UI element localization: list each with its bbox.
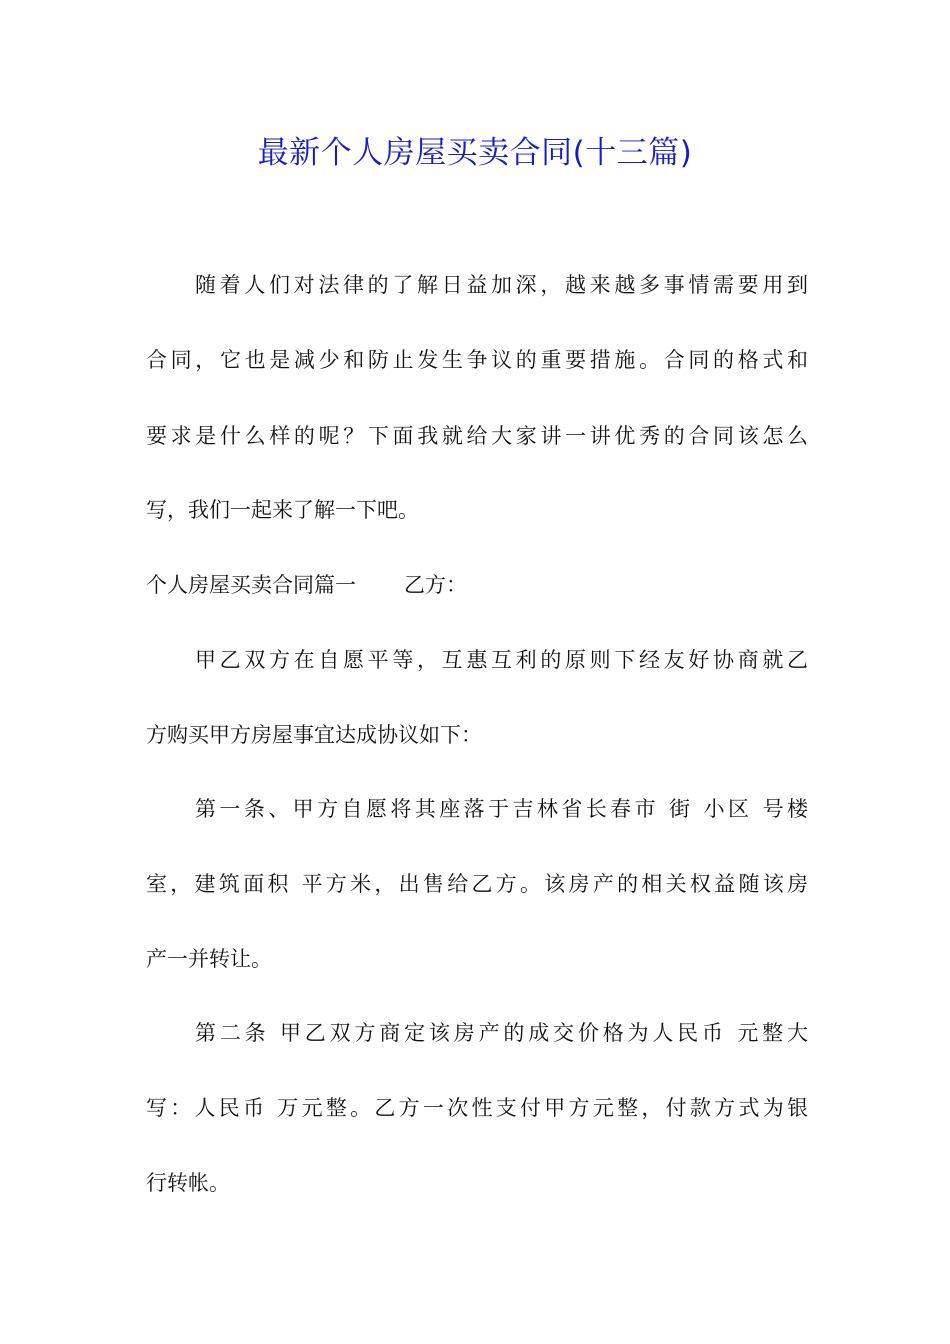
article2-line-1: 第二条 甲乙双方商定该房产的成交价格为人民币 元整大 bbox=[195, 1021, 808, 1045]
para1-line-1: 甲乙双方在自愿平等，互惠互利的原则下经友好协商就乙 bbox=[195, 648, 808, 672]
para1-line-2: 方购买甲方房屋事宜达成协议如下： bbox=[146, 723, 482, 747]
section-heading: 个人房屋买卖合同篇一 bbox=[146, 573, 356, 597]
article1-line-3: 产一并转让。 bbox=[146, 947, 272, 971]
article2-line-3: 行转帐。 bbox=[146, 1171, 230, 1195]
intro-line-3: 要求是什么样的呢？下面我就给大家讲一讲优秀的合同该怎么 bbox=[146, 424, 808, 448]
document-title: 最新个人房屋买卖合同(十三篇) bbox=[257, 135, 693, 171]
intro-line-2: 合同，它也是减少和防止发生争议的重要措施。合同的格式和 bbox=[146, 348, 808, 372]
article1-line-2: 室，建筑面积 平方米，出售给乙方。该房产的相关权益随该房 bbox=[146, 872, 808, 896]
intro-line-4: 写，我们一起来了解一下吧。 bbox=[146, 498, 419, 522]
article2-line-2: 写：人民币 万元整。乙方一次性支付甲方元整，付款方式为银 bbox=[146, 1096, 808, 1120]
party-b-label: 乙方： bbox=[404, 573, 467, 597]
section-heading-row bbox=[146, 565, 467, 605]
article1-line-1: 第一条、甲方自愿将其座落于吉林省长春市 街 小区 号楼 bbox=[195, 797, 808, 821]
intro-line-1: 随着人们对法律的了解日益加深，越来越多事情需要用到 bbox=[195, 273, 808, 297]
